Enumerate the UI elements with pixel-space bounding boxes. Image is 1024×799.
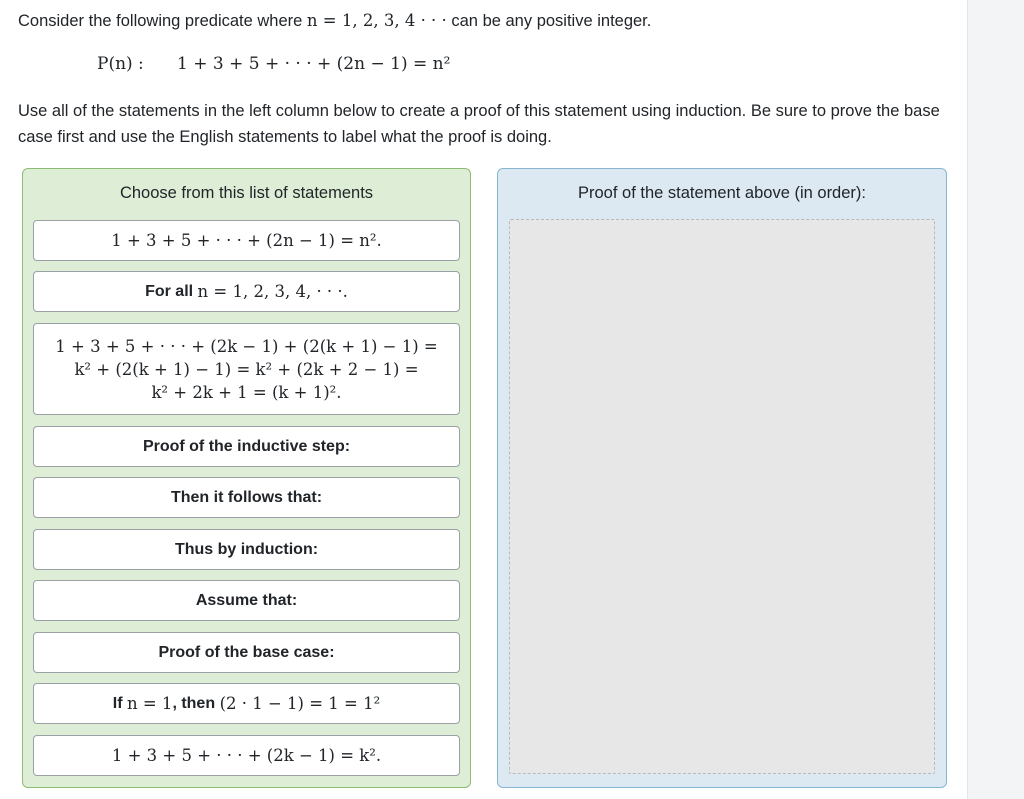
statement-list-panel — [22, 168, 471, 788]
predicate-formula — [97, 54, 450, 74]
statement-list-header: Choose from this list of statements — [119, 184, 374, 202]
predicate-rhs: 1 + 3 + 5 + · · · + (2n − 1) = n² — [177, 54, 451, 74]
statement-card[interactable]: For all n = 1, 2, 3, 4, · · ·. — [33, 271, 460, 312]
proof-order-header: Proof of the statement above (in order): — [578, 184, 866, 202]
intro-text: Consider the following predicate where n = 1, 2, 3, 4 · · · can be any positive integer. — [18, 11, 652, 30]
statement-card[interactable]: Thus by induction: — [33, 529, 460, 570]
statement-card[interactable]: Assume that: — [33, 580, 460, 621]
statement-card[interactable]: Then it follows that: — [33, 477, 460, 518]
n-values: n = 1, 2, 3, 4 · · · — [306, 11, 447, 30]
statement-card[interactable]: Proof of the inductive step: — [33, 426, 460, 467]
statement-card[interactable]: 1 + 3 + 5 + · · · + (2n − 1) = n². — [33, 220, 460, 261]
statement-card[interactable]: If n = 1 , then (2 · 1 − 1) = 1 = 1² — [33, 683, 460, 724]
proof-drop-zone[interactable] — [509, 219, 935, 774]
proof-order-panel — [497, 168, 947, 788]
statement-card[interactable]: 1 + 3 + 5 + · · · + (2k − 1) + (2(k + 1) − 1) = k² + (2(k + 1) − 1) = k² + (2k + 2 − 1) = k² + 2k + 1 = (k + 1)². — [33, 323, 460, 415]
predicate-lhs: P(n) : — [97, 54, 144, 74]
page-side-gutter — [967, 0, 1024, 799]
statement-card[interactable]: Proof of the base case: — [33, 632, 460, 673]
instructions-text: Use all of the statements in the left column below to create a proof of this statement using induction. Be sure to prove the base case first and use the English statements to label what the proof is doing. — [18, 102, 940, 146]
statement-card[interactable]: 1 + 3 + 5 + · · · + (2k − 1) = k². — [33, 735, 460, 776]
